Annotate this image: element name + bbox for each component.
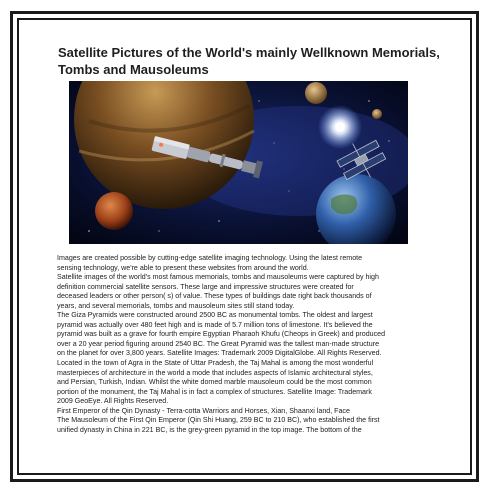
body-line: pyramid was built as a grave for fourth empire Egyptian Pharaoh Khufu (Cheops in Greek) and produced — [57, 330, 386, 339]
body-line: 2009 GeoEye. All Rights Reserved. — [57, 397, 169, 406]
body-line: portion of the monument, the Taj Mahal is in fact a complex of structures. Satellite Image: Trademark — [57, 387, 372, 396]
body-line: definition commercial satellite sensors. These large and impressive structures were created for — [57, 282, 354, 291]
body-line: Satellite images of the world's most famous memorials, tombs and mausoleums were captured by high — [57, 273, 379, 282]
body-line: The Giza Pyramids were constructed around 2500 BC as monumental tombs. The oldest and largest — [57, 311, 373, 320]
body-line: years, and several memorials, tombs and mausoleum sites still stand today. — [57, 301, 295, 310]
body-line: masterpieces of architecture in the world a mode that includes aspects of Islamic architectural styles, — [57, 368, 373, 377]
article-body — [57, 254, 445, 435]
body-line: deceased leaders or other person( s) of value. These types of buildings date right back thousands of — [57, 292, 372, 301]
body-line: Located in the town of Agra in the State of Uttar Pradesh, the Taj Mahal is among the most wonderful — [57, 359, 374, 368]
body-line: The Mausoleum of the First Qin Emperor (Qin Shi Huang, 259 BC to 210 BC), who established the first — [57, 416, 380, 425]
body-line: over a 20 year period figuring around 2540 BC. The Great Pyramid was the tallest man-made structure — [57, 339, 380, 348]
body-line: Images are created possible by cutting-edge satellite imaging technology. Using the latest remote — [57, 254, 363, 262]
body-line: on the planet for over 3,800 years. Satellite Images: Trademark 2009 DigitalGlobe. All Rights Reserved. — [57, 349, 382, 358]
body-line: sensing technology, we're able to present these websites from around the world. — [57, 263, 309, 272]
satellite-illustration — [69, 81, 408, 244]
body-line: pyramid was actually over 480 feet high and is made of 5.7 million tons of limestone. It's believed the — [57, 320, 373, 329]
body-line: First Emperor of the Qin Dynasty - Terra-cotta Warriors and Horses, Xian, Shaanxi land, Face — [57, 406, 350, 415]
document-title: Satellite Pictures of the World's mainly Wellknown Memorials, Tombs and Mausoleums — [58, 45, 440, 77]
body-line: and Persian, Turkish, Indian. Whilst the white domed marble mausoleum could be the most common — [57, 378, 372, 387]
body-line: unified dynasty in China in 221 BC, is the grey-green pyramid in the top image. The bottom of the — [57, 425, 362, 434]
